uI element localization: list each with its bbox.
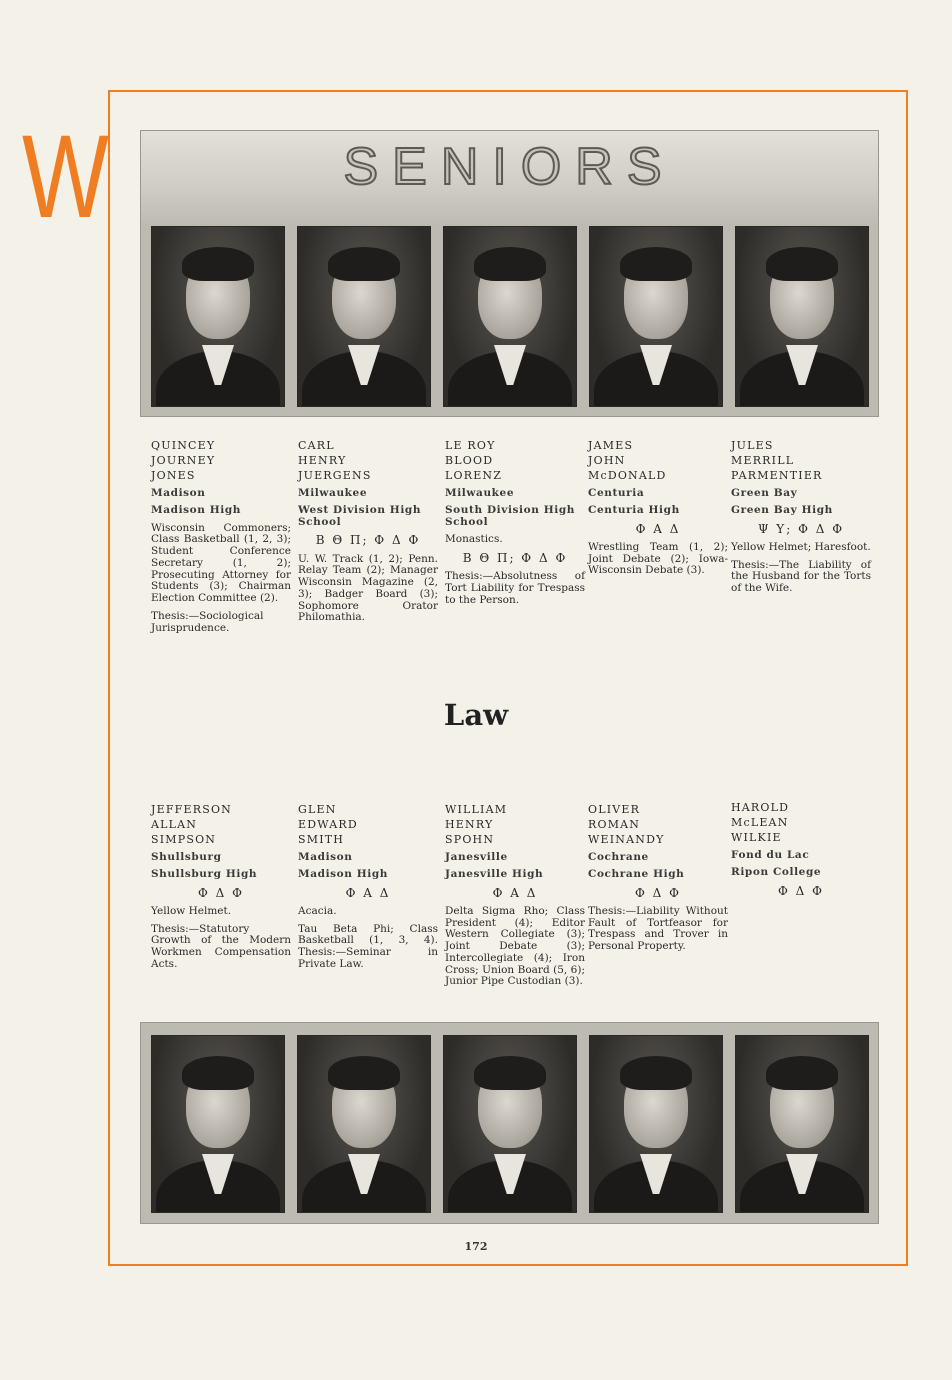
entry-fraternity: Φ Δ Φ [778,883,824,898]
entry-activities: Acacia. [298,904,337,917]
portrait-photo [443,1035,577,1213]
entry-school: Ripon College [731,865,822,878]
entry-school: West Division High School [298,503,422,528]
entry-school: South Division High School [445,503,576,528]
entry-school: Shullsburg High [151,867,258,880]
senior-entry [731,438,871,595]
entry-name: WILLIAM HENRY SPOHN [445,803,508,846]
portrait-photo [151,226,285,407]
entry-city: Janesville [445,851,508,863]
portrait-photo [735,1035,869,1213]
entry-city: Madison [298,851,353,863]
entry-thesis: Thesis:—The Liability of the Husband for the Torts of the Wife. [731,558,871,595]
entry-fraternity: Φ Δ Φ [198,885,244,900]
entry-school: Madison High [298,867,389,880]
entry-city: Cochrane [588,851,649,863]
senior-entry [151,438,291,634]
entry-city: Fond du Lac [731,849,810,861]
entry-fraternity: Β Θ Π; Φ Δ Φ [315,533,421,548]
entry-name: JAMES JOHN McDONALD [588,439,667,482]
entry-activities: U. W. Track (1, 2); Penn. Relay Team (2); Manager Wisconsin Magazine (2, 3); Badger Board (3); Sophomore Orator Philomathia. [298,552,438,624]
entry-thesis: Tau Beta Phi; Class Basketball (1, 3, 4). Thesis:—Seminar in Private Law. [298,922,438,970]
senior-entry [298,438,438,624]
portrait-photo [443,226,577,407]
entry-name: JULES MERRILL PARMENTIER [731,439,823,482]
entry-activities: Monastics. [445,533,503,546]
portrait-photo [297,1035,431,1213]
senior-entry [298,802,438,971]
senior-entry [445,802,585,988]
portrait-photo [589,226,723,407]
senior-entry [445,438,585,607]
entry-activities: Yellow Helmet; Haresfoot. [731,540,871,553]
entry-name: HAROLD McLEAN WILKIE [731,801,790,844]
entry-city: Milwaukee [445,487,515,499]
senior-entry [151,802,291,971]
entry-thesis: Thesis:—Liability Without Fault of Tortfeasor for Trespass and Trover in Personal Property. [588,904,728,953]
entry-city: Green Bay [731,487,798,499]
entry-city: Centuria [588,487,645,499]
entry-thesis: Thesis:—Sociological Jurisprudence. [151,609,264,634]
entry-school: Centuria High [588,503,680,516]
entry-school: Green Bay High [731,503,833,516]
entry-activities: Yellow Helmet. [151,904,232,917]
entry-fraternity: Φ Δ Φ [635,885,681,900]
entry-activities: Wrestling Team (1, 2); Joint Debate (2); Iowa-Wisconsin Debate (3). [588,540,728,577]
portrait-photo [589,1035,723,1213]
entry-school: Cochrane High [588,867,685,880]
entry-fraternity: Φ Α Δ [492,885,538,900]
entry-city: Milwaukee [298,487,368,499]
entry-name: JEFFERSON ALLAN SIMPSON [151,803,232,846]
entry-thesis: Thesis:—Statutory Growth of the Modern Workmen Compensation Acts. [151,922,291,970]
entry-thesis: Thesis:—Absolutness of Tort Liability for Trespass to the Person. [445,570,585,606]
bottom-photo-banner [140,1022,879,1224]
page-number: 172 [464,1240,488,1253]
section-title: Law [443,698,509,732]
senior-entry [588,802,728,953]
entry-city: Madison [151,487,206,499]
entry-school: Janesville High [445,867,544,880]
banner-title: SENIORS [343,138,676,196]
entry-fraternity: Ψ Υ; Φ Δ Φ [757,521,845,536]
side-letter: W [22,111,108,243]
senior-entry [731,800,871,898]
portrait-photo [735,226,869,407]
entry-fraternity: Β Θ Π; Φ Δ Φ [462,551,568,565]
entry-name: LE ROY BLOOD LORENZ [445,439,503,482]
entry-activities: Wisconsin Commoners; Class Basketball (1, 2, 3); Student Conference Secretary (1, 2); Prosecuting Attorney for Students (3); Chairman Election Committee (2). [151,521,291,604]
entry-name: QUINCEY JOURNEY JONES [151,439,216,482]
entry-fraternity: Φ Α Δ [345,885,391,900]
entry-name: OLIVER ROMAN WEINANDY [588,803,665,846]
seniors-header-illustration [141,131,878,226]
entry-fraternity: Φ Α Δ [635,521,681,536]
entry-city: Shullsburg [151,851,222,863]
entry-activities: Delta Sigma Rho; Class President (4); Editor Western Collegiate (3); Joint Debate (3); Intercollegiate (4); Iron Cross; Union Board (5, 6); Junior Pipe Custodian (3). [445,904,585,988]
senior-entry [588,438,728,577]
top-photo-banner [140,130,879,417]
entry-school: Madison High [151,503,242,516]
entry-name: GLEN EDWARD SMITH [298,803,358,846]
portrait-photo [297,226,431,407]
entry-name: CARL HENRY JUERGENS [298,439,372,482]
portrait-photo [151,1035,285,1213]
